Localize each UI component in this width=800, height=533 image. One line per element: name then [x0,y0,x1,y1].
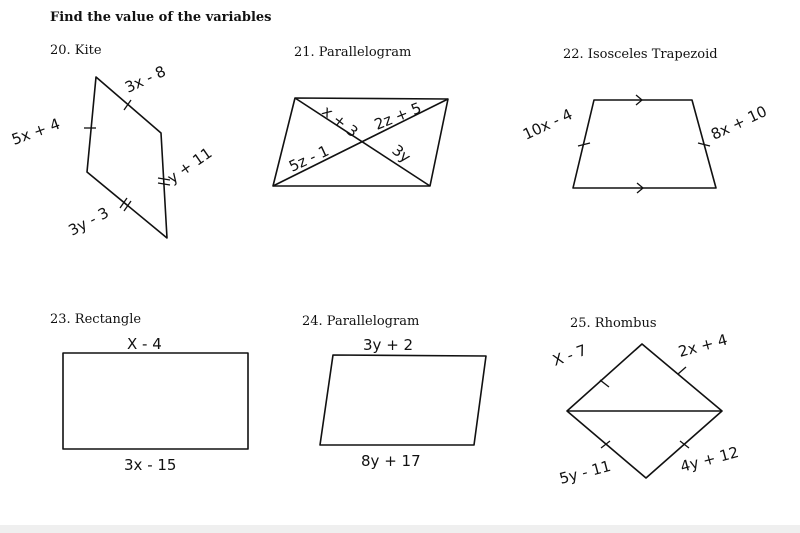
diag-label-5z1: 5z - 1 [286,141,332,176]
rhombus-tick-tr [678,367,686,374]
problem-21-heading: 21. Parallelogram [294,45,412,60]
rhombus-figure [550,331,740,488]
problem-23-heading: 23. Rectangle [50,312,142,327]
problem-20-heading: 20. Kite [50,43,102,58]
problem-25-heading: 25. Rhombus [570,316,657,331]
parallelogram-label-top: 3y + 2 [363,336,414,354]
parallelogram-24-shape [320,355,486,445]
rhombus-tick-tl [600,380,609,387]
diag-label-x3: x + 3 [318,101,362,142]
rhombus-label-tr: 2x + 4 [676,330,730,361]
rhombus-label-tl: X - 7 [550,340,590,370]
worksheet-title: Find the value of the variables [50,10,272,25]
rectangle-label-bottom: 3x - 15 [124,456,177,474]
rectangle-figure [63,335,248,474]
kite-label-top: 3x - 8 [122,62,169,97]
trapezoid-figure [520,95,770,193]
problem-24-heading: 24. Parallelogram [302,314,420,329]
problem-22-heading: 22. Isosceles Trapezoid [563,47,718,62]
trapezoid-shape [573,100,716,188]
parallelogram-24-figure [320,336,486,470]
page-bottom-edge [0,525,800,533]
kite-label-right: y + 11 [163,143,216,188]
kite-label-left: 5x + 4 [9,114,63,149]
rhombus-label-bl: 5y - 11 [557,456,613,488]
trapezoid-label-right: 8x + 10 [708,102,770,144]
diag-label-2z5: 2z + 5 [371,98,425,134]
trapezoid-label-left: 10x - 4 [520,105,576,144]
rhombus-label-br: 4y + 12 [678,443,741,476]
parallelogram-label-bottom: 8y + 17 [361,452,421,470]
rectangle-label-top: X - 4 [127,335,162,353]
kite-figure [9,62,215,239]
parallelogram-diagonals-figure [273,98,448,186]
rectangle-shape [63,353,248,449]
kite-label-bottom: 3y - 3 [65,203,112,240]
diag-label-3y: 3y [388,140,415,167]
